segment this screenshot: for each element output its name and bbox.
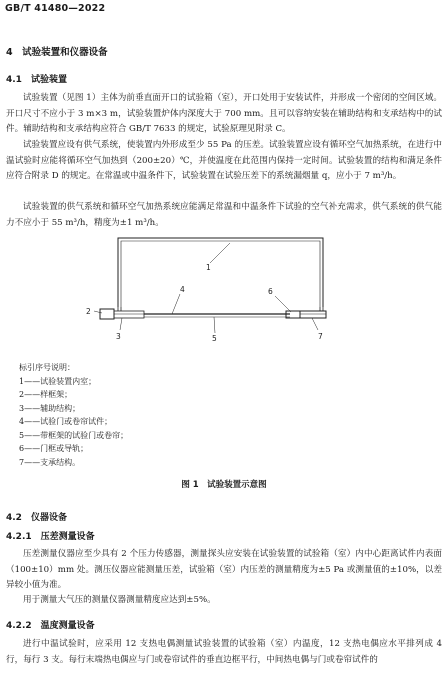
legend-item: 6——门框或导轨； xyxy=(19,444,89,453)
section-4-2-title: 4.2 仪器设备 xyxy=(6,513,67,523)
legend-item: 4——试验门或卷帘试件； xyxy=(19,417,113,426)
section-4-1-title: 4.1 试验装置 xyxy=(6,75,67,85)
legend-item: 3——辅助结构； xyxy=(19,403,81,413)
section-4-2-1-paragraph-1: 压差测量仪器应至少具有 2 个压力传感器，测量探头应安装在试验装置的试验箱（室）内中心距离试件内表面（100±10）mm 处。测压仪器应能测量压差，试验箱（室）内压差的测量精度为±5 Pa 或测量值的±10%，以差异较小值为准。 xyxy=(6,549,442,590)
specimen-frame xyxy=(100,309,114,319)
diagram-label-2: 2 xyxy=(86,307,91,316)
section-4-1-paragraph-1: 试验装置（见图 1）主体为前垂直面开口的试验箱（室），开口处用于安装试件，并形成一个密闭的空间区域。开口尺寸不应小于 3 m×3 m，试验装置炉体内深度大于 700 mm。且可以容纳安装在辅助结构和支承结构中的试件。辅助结构和支承结构应符合 GB/T 7633 的规定，试验原理见附录 C。 xyxy=(6,93,442,134)
section-4-2-2-paragraph-1: 进行中温试验时，应采用 12 支热电偶测量试验装置的试验箱（室）内温度，12 支热电偶应水平排列成 4 行，每行 3 支。每行末端热电偶应与门或卷帘试件的垂直边框平行，中间热电偶与门或卷帘试件的 xyxy=(6,639,442,665)
section-4-2-1-title: 4.2.1 压差测量设备 xyxy=(6,532,95,542)
legend-item: 5——带框架的试验门或卷帘； xyxy=(19,430,129,440)
auxiliary-structure xyxy=(114,311,144,318)
legend-title: 标引序号说明： xyxy=(19,363,75,372)
section-4-2-2-title: 4.2.2 温度测量设备 xyxy=(6,621,95,631)
chamber-outline xyxy=(118,238,323,307)
document-code: GB/T 41480—2022 xyxy=(5,3,106,14)
section-4-1-paragraph-3: 试验装置的供气系统和循环空气加热系统应能满足常温和中温条件下试验的空气补充需求，供气系统的供气能力不应小于 55 m³/h，精度为±1 m³/h。 xyxy=(6,202,442,228)
legend-item: 2——样框架； xyxy=(19,390,73,399)
support-structure-right xyxy=(300,311,326,318)
chamber-inner-outline xyxy=(121,241,320,307)
figure-legend xyxy=(19,361,128,469)
diagram-label-3: 3 xyxy=(116,332,121,341)
legend-item: 1——试验装置内室； xyxy=(19,376,97,386)
diagram-label-6: 6 xyxy=(268,287,273,296)
diagram-label-4: 4 xyxy=(180,285,185,294)
test-apparatus-diagram xyxy=(0,233,448,353)
diagram-label-1: 1 xyxy=(206,263,211,272)
legend-item: 7——支承结构。 xyxy=(19,457,81,467)
section-4-1-paragraph-2: 试验装置应设有供气系统，使装置内外形成至少 55 Pa 的压差。试验装置应设有循环空气加热系统，在进行中温试验时应能将循环空气加热到（200±20）℃，并使温度在此范围内保持一定时间。试验装置的结构和满足条件应符合附录 D 的规定。在常温或中温条件下，试验装置在试验压差下的系统漏烟量 q，应小于 7 m³/h。 xyxy=(6,140,442,181)
section-4-2-1-paragraph-2: 用于测量大气压的测量仪器测量精度应达到±5%。 xyxy=(23,595,216,605)
figure-caption: 图 1 试验装置示意图 xyxy=(181,480,267,490)
section-4-title: 4 试验装置和仪器设备 xyxy=(6,47,108,58)
diagram-label-5: 5 xyxy=(212,334,217,343)
diagram-label-7: 7 xyxy=(318,332,323,341)
